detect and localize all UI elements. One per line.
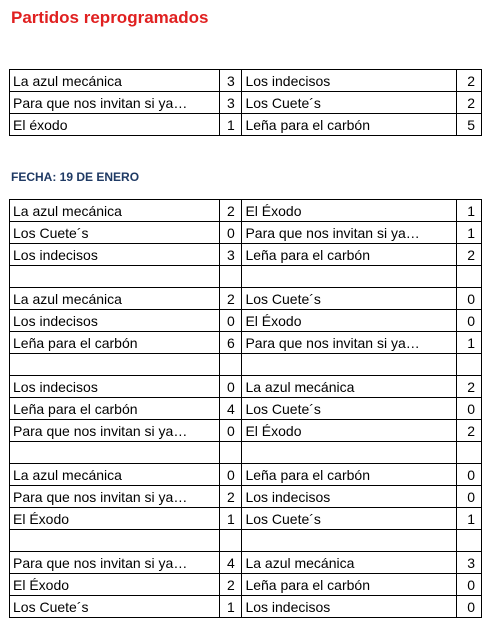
empty-cell: [10, 266, 220, 288]
home-team-cell: La azul mecánica: [10, 288, 220, 310]
away-team-cell: La azul mecánica: [242, 376, 456, 398]
home-team-cell: El Éxodo: [10, 508, 220, 530]
home-score-cell: 0: [220, 464, 242, 486]
home-team-cell: El Éxodo: [10, 574, 220, 596]
date-heading: FECHA: 19 DE ENERO: [11, 170, 140, 184]
away-team-cell: Los Cuete´s: [242, 398, 456, 420]
match-row: [10, 464, 482, 486]
home-team-cell: La azul mecánica: [10, 464, 220, 486]
home-score-cell: 2: [220, 288, 242, 310]
empty-cell: [456, 530, 481, 552]
home-score-cell: 1: [220, 114, 242, 136]
spacer-row: [10, 354, 482, 376]
away-score-cell: 2: [456, 244, 481, 266]
empty-cell: [242, 266, 456, 288]
home-team-cell: Leña para el carbón: [10, 398, 220, 420]
empty-cell: [456, 266, 481, 288]
empty-cell: [220, 530, 242, 552]
match-row: [10, 486, 482, 508]
away-score-cell: 1: [456, 222, 481, 244]
home-score-cell: 3: [220, 244, 242, 266]
away-team-cell: Para que nos invitan si ya…: [242, 222, 456, 244]
away-score-cell: 0: [456, 398, 481, 420]
home-score-cell: 2: [220, 486, 242, 508]
home-score-cell: 0: [220, 222, 242, 244]
empty-cell: [242, 354, 456, 376]
home-score-cell: 1: [220, 508, 242, 530]
away-score-cell: 0: [456, 486, 481, 508]
match-row: [10, 574, 482, 596]
away-team-cell: Leña para el carbón: [242, 464, 456, 486]
match-row: [10, 222, 482, 244]
match-row: [10, 596, 482, 618]
match-row: [10, 552, 482, 574]
home-score-cell: 0: [220, 376, 242, 398]
home-team-cell: Para que nos invitan si ya…: [10, 552, 220, 574]
home-score-cell: 6: [220, 332, 242, 354]
away-team-cell: Los indecisos: [242, 486, 456, 508]
away-team-cell: Los Cuete´s: [242, 92, 456, 114]
away-team-cell: Los indecisos: [242, 596, 456, 618]
match-row: [10, 114, 482, 136]
away-team-cell: La azul mecánica: [242, 552, 456, 574]
home-score-cell: 1: [220, 596, 242, 618]
home-score-cell: 4: [220, 398, 242, 420]
spacer-row: [10, 530, 482, 552]
match-row: [10, 244, 482, 266]
away-team-cell: Leña para el carbón: [242, 114, 456, 136]
empty-cell: [220, 266, 242, 288]
away-score-cell: 1: [456, 200, 481, 222]
match-row: [10, 332, 482, 354]
match-row: [10, 376, 482, 398]
match-row: [10, 70, 482, 92]
match-row: [10, 310, 482, 332]
away-score-cell: 2: [456, 420, 481, 442]
away-score-cell: 2: [456, 70, 481, 92]
match-row: [10, 508, 482, 530]
home-team-cell: Los indecisos: [10, 244, 220, 266]
empty-cell: [220, 442, 242, 464]
away-score-cell: 2: [456, 376, 481, 398]
home-team-cell: Los Cuete´s: [10, 222, 220, 244]
page-title: Partidos reprogramados: [11, 8, 209, 27]
home-score-cell: 2: [220, 574, 242, 596]
empty-cell: [10, 442, 220, 464]
away-team-cell: Para que nos invitan si ya…: [242, 332, 456, 354]
home-score-cell: 0: [220, 310, 242, 332]
away-team-cell: El Éxodo: [242, 420, 456, 442]
match-row: [10, 288, 482, 310]
home-team-cell: Leña para el carbón: [10, 332, 220, 354]
spacer-row: [10, 442, 482, 464]
away-score-cell: 0: [456, 310, 481, 332]
spacer-row: [10, 266, 482, 288]
empty-cell: [10, 530, 220, 552]
empty-cell: [10, 354, 220, 376]
empty-cell: [456, 354, 481, 376]
home-team-cell: Para que nos invitan si ya…: [10, 420, 220, 442]
away-team-cell: Los Cuete´s: [242, 508, 456, 530]
empty-cell: [242, 530, 456, 552]
empty-cell: [242, 442, 456, 464]
home-team-cell: Los indecisos: [10, 310, 220, 332]
match-row: [10, 92, 482, 114]
home-score-cell: 2: [220, 200, 242, 222]
away-team-cell: Los indecisos: [242, 70, 456, 92]
empty-cell: [220, 354, 242, 376]
home-score-cell: 0: [220, 420, 242, 442]
home-team-cell: Los Cuete´s: [10, 596, 220, 618]
empty-cell: [456, 442, 481, 464]
home-team-cell: Los indecisos: [10, 376, 220, 398]
match-row: [10, 398, 482, 420]
away-score-cell: 3: [456, 552, 481, 574]
away-team-cell: El Éxodo: [242, 310, 456, 332]
match-row: [10, 200, 482, 222]
away-score-cell: 5: [456, 114, 481, 136]
away-score-cell: 1: [456, 332, 481, 354]
home-team-cell: La azul mecánica: [10, 200, 220, 222]
away-score-cell: 0: [456, 464, 481, 486]
home-score-cell: 4: [220, 552, 242, 574]
home-team-cell: Para que nos invitan si ya…: [10, 486, 220, 508]
away-team-cell: Leña para el carbón: [242, 244, 456, 266]
away-score-cell: 1: [456, 508, 481, 530]
away-score-cell: 0: [456, 574, 481, 596]
away-score-cell: 0: [456, 288, 481, 310]
rescheduled-matches-table: [9, 69, 482, 136]
home-team-cell: El éxodo: [10, 114, 220, 136]
away-team-cell: Los Cuete´s: [242, 288, 456, 310]
away-team-cell: Leña para el carbón: [242, 574, 456, 596]
home-team-cell: Para que nos invitan si ya…: [10, 92, 220, 114]
round-matches-table: [9, 199, 482, 618]
away-score-cell: 0: [456, 596, 481, 618]
away-score-cell: 2: [456, 92, 481, 114]
match-row: [10, 420, 482, 442]
home-score-cell: 3: [220, 92, 242, 114]
away-team-cell: El Éxodo: [242, 200, 456, 222]
home-team-cell: La azul mecánica: [10, 70, 220, 92]
home-score-cell: 3: [220, 70, 242, 92]
